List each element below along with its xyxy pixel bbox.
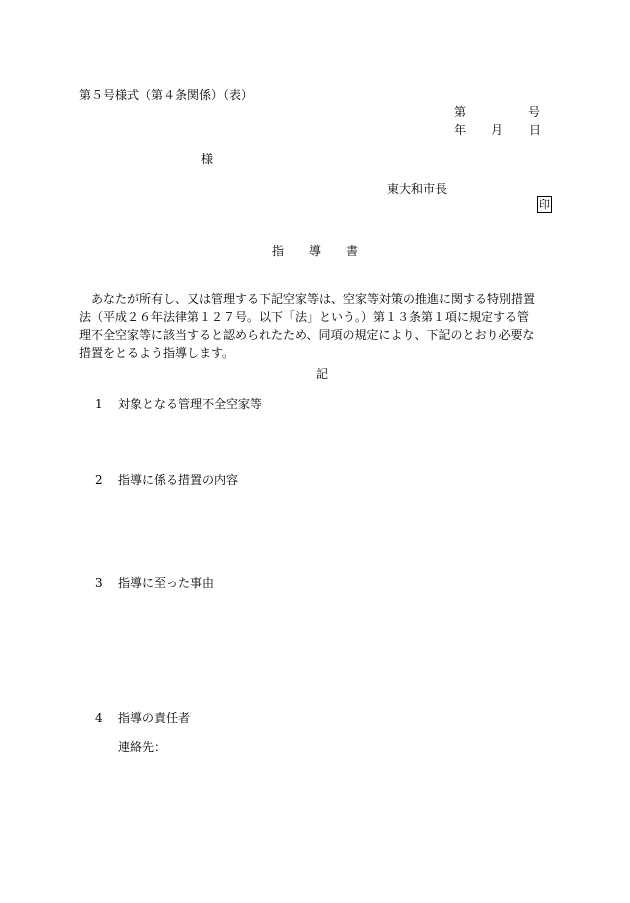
item-3-label: 指導に至った事由 xyxy=(118,576,215,590)
item-1-number: 1 xyxy=(95,397,103,411)
item-2-number: 2 xyxy=(95,473,103,487)
item-4-label: 指導の責任者 xyxy=(118,711,191,725)
title-char-1: 指 xyxy=(272,244,285,258)
date-month-label: 月 xyxy=(491,123,504,137)
item-4-number: 4 xyxy=(95,711,103,725)
body-paragraph xyxy=(79,290,559,362)
title-char-3: 書 xyxy=(346,244,359,258)
date-day-label: 日 xyxy=(529,123,542,137)
issuer-name: 東大和市長 xyxy=(387,182,448,196)
item-3-number: 3 xyxy=(95,576,103,590)
body-line-2: 法（平成２６年法律第１２７号。以下「法」という。）第１３条第１項に規定する管 xyxy=(79,310,530,324)
body-line-4: 措置をとるよう指導します。 xyxy=(79,346,235,360)
item-1-label: 対象となる管理不全空家等 xyxy=(118,397,263,411)
title-char-2: 導 xyxy=(309,244,322,258)
form-number-label: 第５号様式（第４条関係）（表） xyxy=(79,88,254,102)
date-year-label: 年 xyxy=(454,123,467,137)
contact-label: 連絡先： xyxy=(118,740,167,754)
body-line-3: 理不全空家等に該当すると認められたため、同項の規定により、下記のとおり必要な xyxy=(79,328,535,342)
body-line-1: あなたが所有し、又は管理する下記空家等は、空家等対策の推進に関する特別措置 xyxy=(79,292,536,306)
document-number-prefix: 第 xyxy=(454,105,467,119)
item-2-label: 指導に係る措置の内容 xyxy=(118,473,239,487)
seal-stamp: 印 xyxy=(539,198,550,211)
document-title xyxy=(272,245,358,257)
recipient-honorific: 様 xyxy=(201,152,214,166)
document-number-suffix: 号 xyxy=(528,105,541,119)
ki-heading: 記 xyxy=(316,367,329,381)
